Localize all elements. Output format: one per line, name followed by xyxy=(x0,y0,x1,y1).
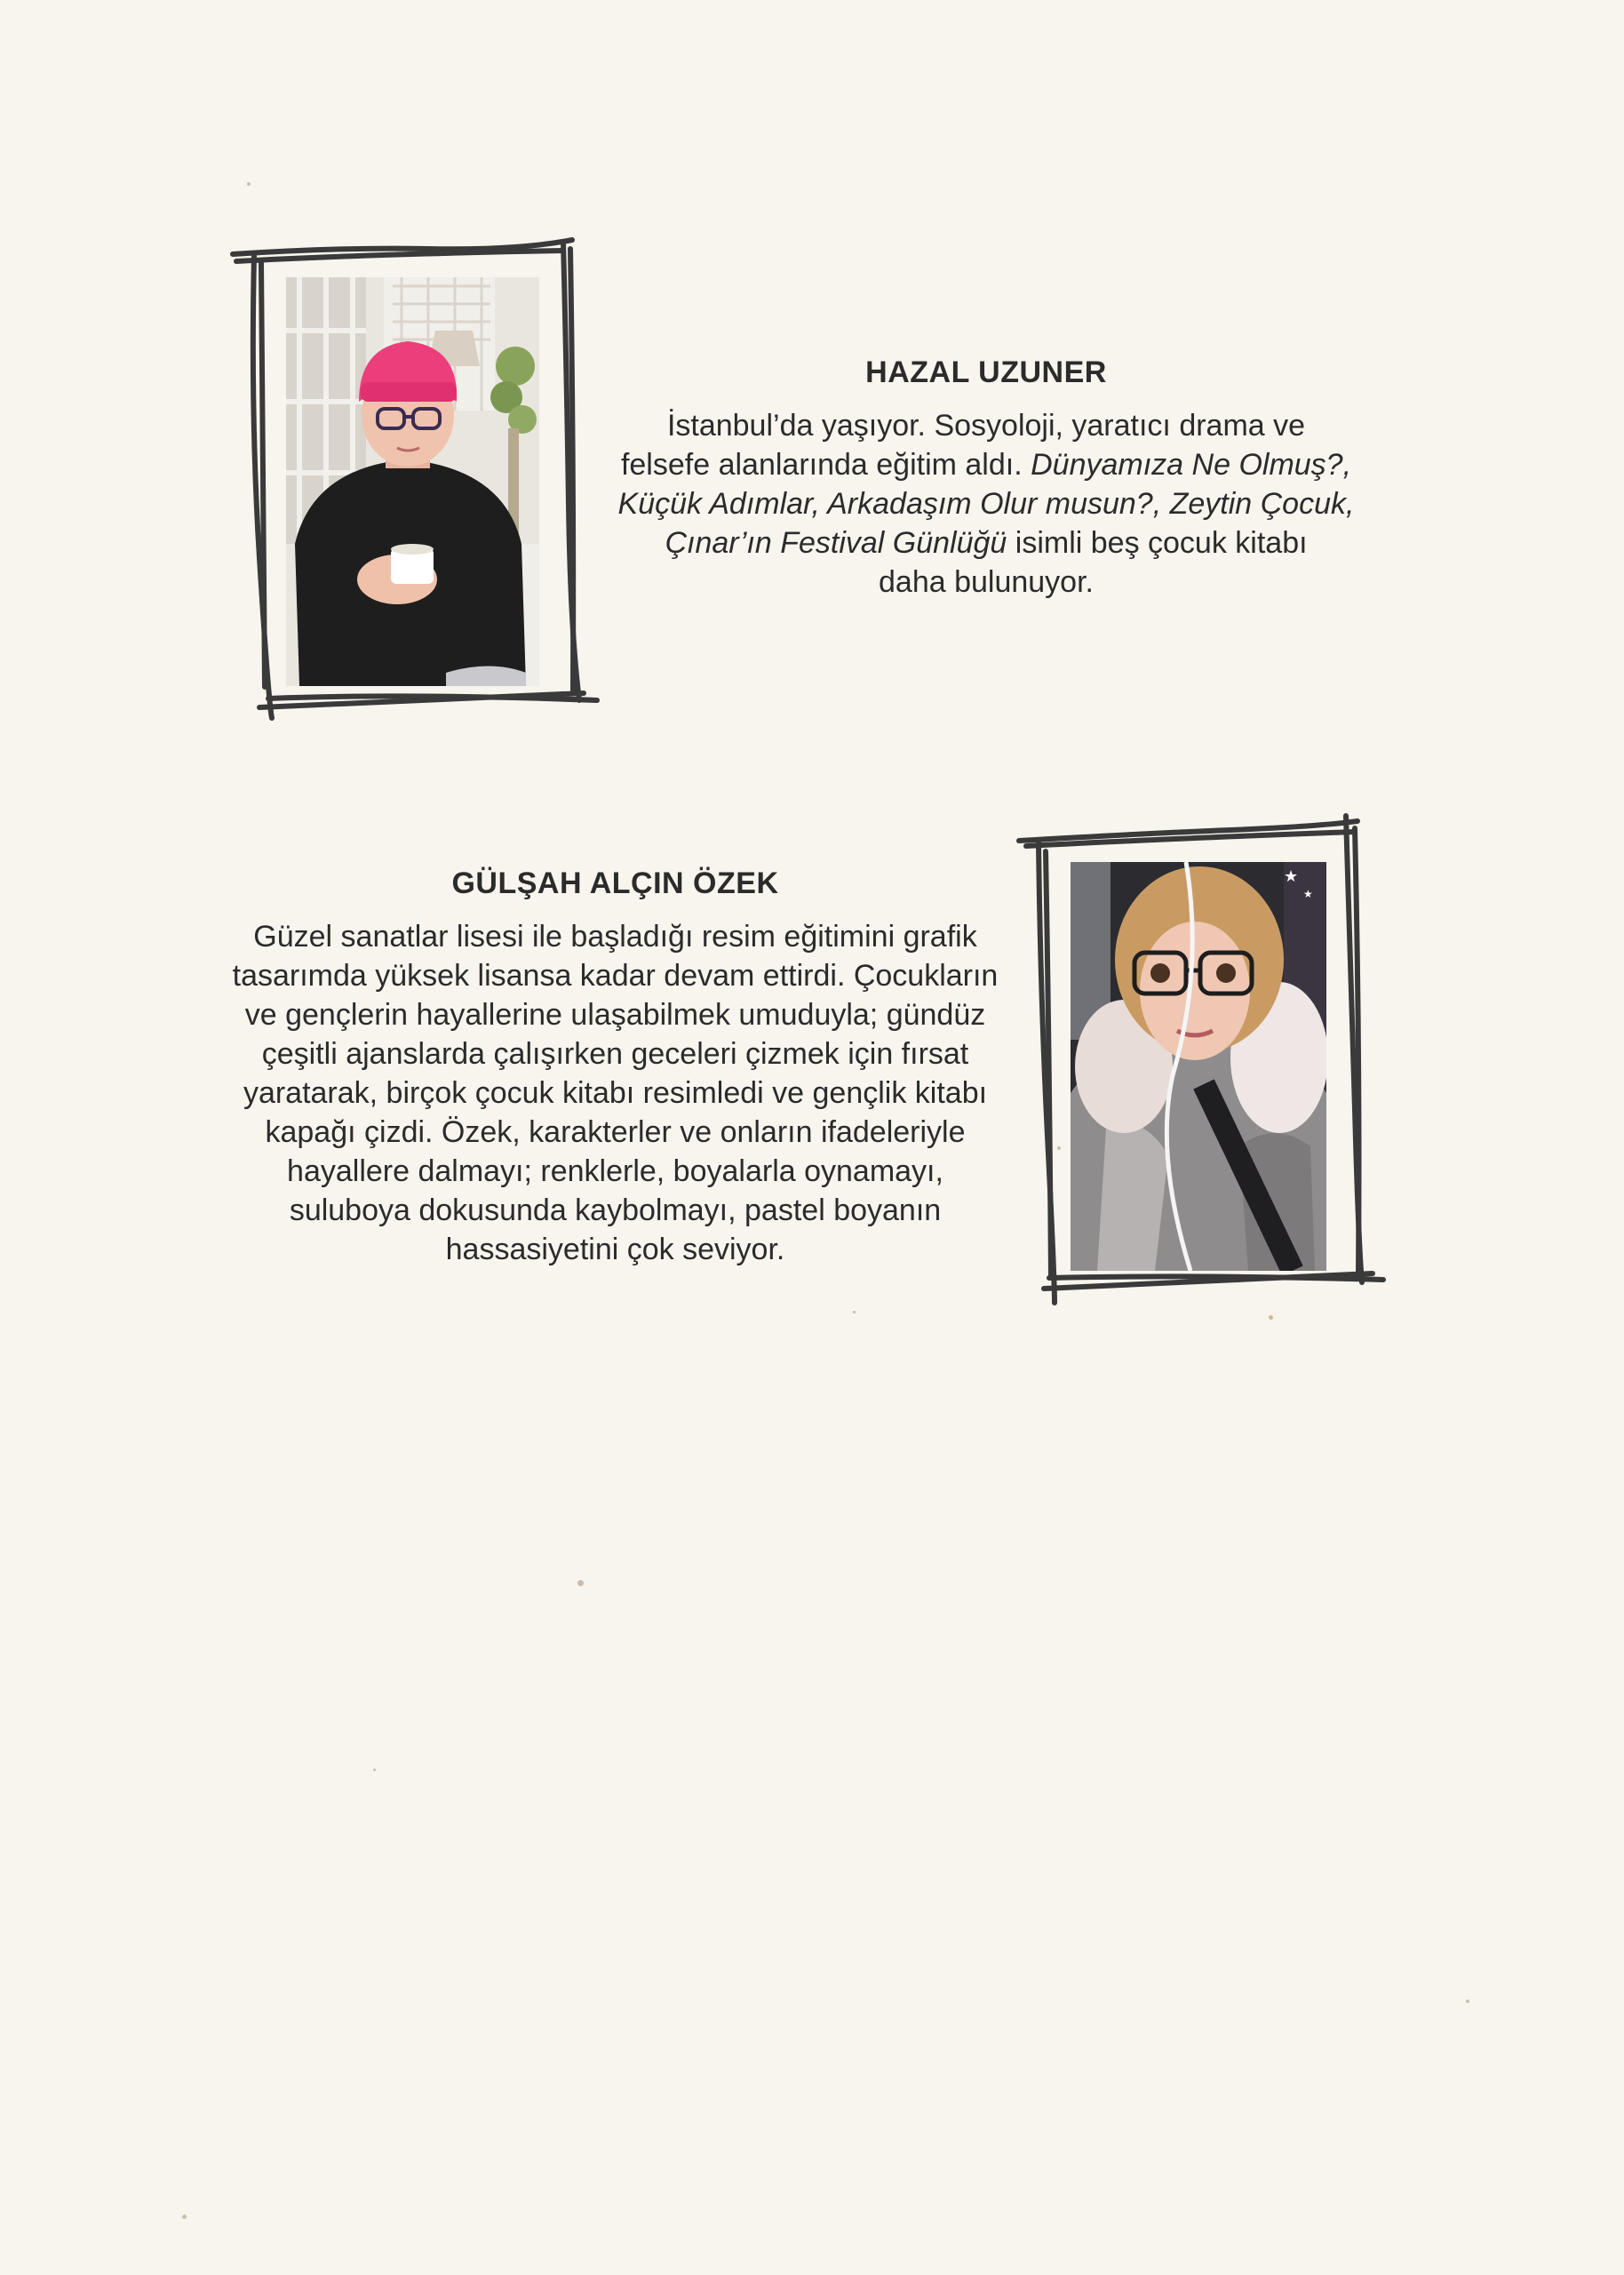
svg-text:★: ★ xyxy=(1303,888,1313,900)
bio-line: Çınar’ın Festival Günlüğü isimli beş çocuk kitabı xyxy=(665,526,1308,560)
svg-text:★: ★ xyxy=(1284,867,1299,886)
author-bio-text xyxy=(586,406,1386,602)
book-titles: Dünyamıza Ne Olmuş?, xyxy=(1031,448,1352,482)
bio-line: hayallere dalmayı; renklerle, boyalarla oynamayı, xyxy=(287,1154,943,1188)
author-photo-frame-1 xyxy=(233,238,597,722)
bio-line: daha bulunuyor. xyxy=(879,565,1094,599)
bio-line: felsefe alanlarında eğitim aldı. Dünyamıza Ne Olmuş?, xyxy=(620,448,1352,482)
sketch-frame-border-2 xyxy=(1017,816,1386,1309)
bio-line: yaratarak, birçok çocuk kitabı resimledi ve gençlik kitabı xyxy=(243,1076,988,1110)
author-bio-gulsah xyxy=(204,866,1026,1269)
bio-line: Güzel sanatlar lisesi ile başladığı resim eğitimini grafik xyxy=(253,920,977,954)
bio-line: ve gençlerin hayallerine ulaşabilmek umuduyla; gündüz xyxy=(244,998,986,1032)
book-titles: Çınar’ın Festival Günlüğü xyxy=(665,526,1007,560)
sketch-frame-border-1 xyxy=(233,238,597,722)
author-name: HAZAL UZUNER xyxy=(865,355,1107,389)
author-photo-frame-2 xyxy=(1017,816,1386,1309)
bio-line xyxy=(586,484,1386,523)
book-titles: Küçük Adımlar, Arkadaşım Olur musun?, Zeytin Çocuk, xyxy=(617,487,1355,521)
author-bio-text xyxy=(204,917,1026,1269)
bio-line: çeşitli ajanslarda çalışırken geceleri çizmek için fırsat xyxy=(261,1037,969,1071)
author-name: GÜLŞAH ALÇIN ÖZEK xyxy=(451,866,779,900)
bio-line: İstanbul’da yaşıyor. Sosyoloji, yaratıcı drama ve xyxy=(666,409,1306,443)
author-bio-hazal xyxy=(586,355,1386,602)
bio-line: tasarımda yüksek lisansa kadar devam ettirdi. Çocukların xyxy=(232,959,999,993)
bio-line: kapağı çizdi. Özek, karakterler ve onların ifadeleriyle xyxy=(265,1115,966,1149)
bio-line: suluboya dokusunda kaybolmayı, pastel boyanın xyxy=(289,1193,942,1227)
bio-line: hassasiyetini çok seviyor. xyxy=(445,1233,785,1266)
